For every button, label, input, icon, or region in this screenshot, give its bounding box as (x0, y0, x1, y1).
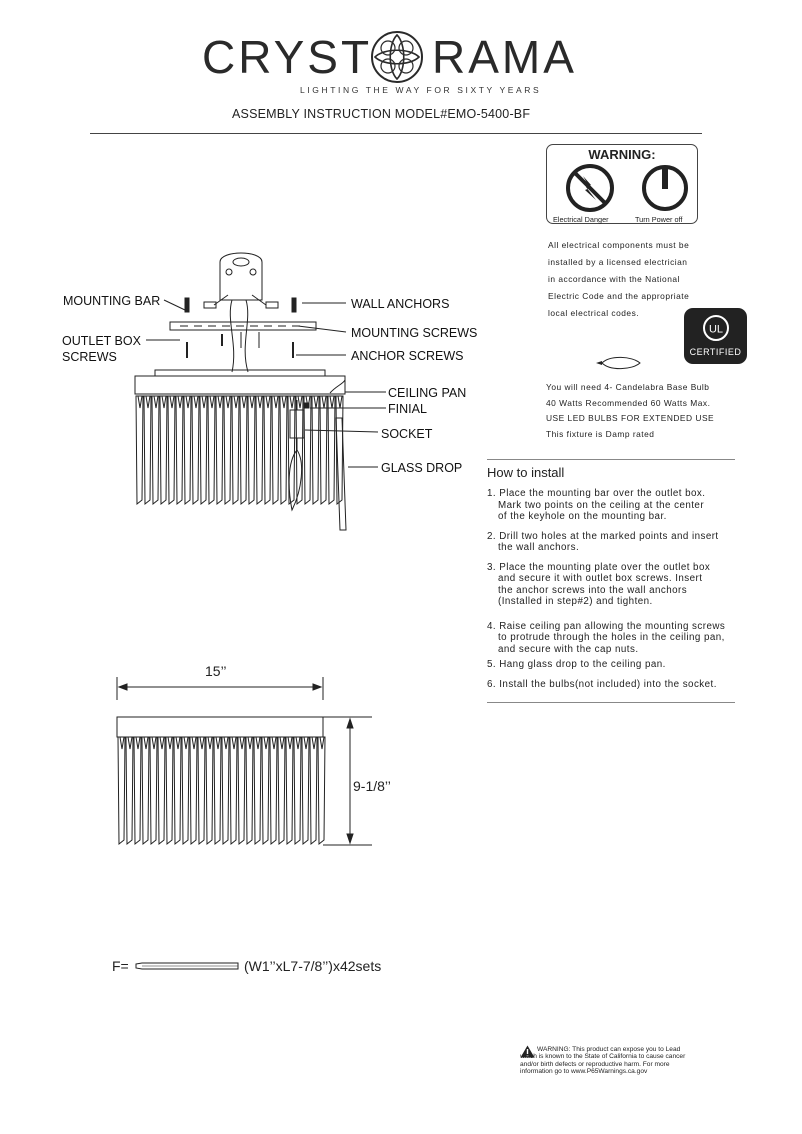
crystal-drop-facet (184, 737, 188, 749)
prop65-line: which is known to the State of California to cause cancer (520, 1053, 686, 1061)
crystal-drop (246, 737, 253, 844)
label-ceiling-pan: CEILING PAN (388, 386, 467, 400)
install-step-3 (487, 562, 725, 608)
crystal-drop-facet (266, 396, 270, 408)
crystal-drop-facet (194, 396, 198, 408)
dimension-width: 15’’ (205, 663, 227, 679)
bulb-info-line: USE LED BULBS FOR EXTENDED USE (546, 413, 715, 423)
label-mounting-screws: MOUNTING SCREWS (351, 326, 478, 340)
crystal-drop (150, 737, 157, 844)
electrical-danger-caption: Electrical Danger (553, 215, 609, 224)
crystal-drop-facet (202, 396, 206, 408)
crystal-drop (232, 396, 239, 504)
dimension-drawing (100, 660, 390, 860)
header-divider (90, 133, 702, 134)
crystal-drop (304, 396, 311, 504)
crystal-drop (192, 396, 199, 504)
crystal-drop (278, 737, 285, 844)
install-bottom-divider (487, 702, 735, 703)
step-line: 1. Place the mounting bar over the outlet box. (487, 488, 706, 499)
crystal-drop (328, 396, 335, 504)
crystal-drop (142, 737, 149, 844)
step-line: and secure it with outlet box screws. Insert (498, 573, 703, 584)
step-line: 5. Hang glass drop to the ceiling pan. (487, 659, 666, 670)
crystal-drop (310, 737, 317, 844)
step-line: 6. Install the bulbs(not included) into the socket. (487, 678, 717, 690)
crystal-drop-facet (200, 737, 204, 749)
step-line: 3. Place the mounting plate over the outlet box (487, 561, 711, 573)
brand-name-right: RAMA (432, 31, 577, 83)
crystal-drop-facet (176, 737, 180, 749)
install-step-4 (487, 621, 725, 656)
brand-tagline: LIGHTING THE WAY FOR SIXTY YEARS (300, 85, 542, 95)
label-outlet-box-screws-line-1: OUTLET BOX (62, 334, 141, 348)
crystal-drop-facet (160, 737, 164, 749)
label-finial: FINIAL (388, 402, 427, 416)
label-mounting-bar: MOUNTING BAR (63, 294, 161, 308)
crystal-drop (262, 737, 269, 844)
crystal-drop (248, 396, 255, 504)
crystal-drop-facet (240, 737, 244, 749)
install-step-6 (487, 679, 725, 691)
crystal-drop-facet (120, 737, 124, 749)
crystal-drop-facet (210, 396, 214, 408)
crystal-drop (158, 737, 165, 844)
brand-name-left: CRYST (202, 31, 373, 83)
crystal-drop-facet (226, 396, 230, 408)
warning-box (546, 144, 698, 224)
crystal-drop (182, 737, 189, 844)
crystal-drop (294, 737, 301, 844)
label-outlet-box-screws (62, 334, 141, 365)
crystal-drop-facet (232, 737, 236, 749)
ul-logo-icon (702, 314, 730, 342)
step-line: Mark two points on the ceiling at the center (498, 499, 705, 511)
label-glass-drop: GLASS DROP (381, 461, 463, 475)
crystal-drop-facet (186, 396, 190, 408)
ul-certified-badge (684, 308, 747, 364)
crystal-drop-facet (322, 396, 326, 408)
step-line: of the keyhole on the mounting bar. (498, 511, 667, 522)
brand-logo-icon (370, 30, 424, 84)
crystal-drop-facet (304, 737, 308, 749)
how-to-install-heading: How to install (487, 465, 565, 480)
crystal-drop (280, 396, 287, 504)
crystal-drop-facet (314, 396, 318, 408)
crystal-drop-facet (320, 737, 324, 749)
crystal-drop-facet (216, 737, 220, 749)
warning-text-line: All electrical components must be (548, 240, 690, 250)
warning-text-line: installed by a licensed electrician (548, 257, 688, 267)
crystal-drop-facet (152, 737, 156, 749)
crystal-drop-facet (272, 737, 276, 749)
crystal-drop (168, 396, 175, 504)
turn-power-off-icon (639, 163, 691, 213)
crystal-drop-facet (138, 396, 142, 408)
step-line: the wall anchors. (498, 542, 580, 553)
crystal-drop (176, 396, 183, 504)
electrical-danger-icon (563, 163, 617, 213)
install-step-5 (487, 659, 725, 671)
step-line: to protrude through the holes in the ceiling pan, (498, 632, 725, 643)
crystal-drop (256, 396, 263, 504)
crystal-drop (318, 737, 325, 844)
crystal-drop-facet (128, 737, 132, 749)
crystal-drop-facet (136, 737, 140, 749)
parts-spec: (W1’’xL7-7/8’’)x42sets (244, 958, 382, 974)
crystal-drop (200, 396, 207, 504)
crystal-drop-facet (282, 396, 286, 408)
label-anchor-screws: ANCHOR SCREWS (351, 349, 464, 363)
crystal-drop-facet (234, 396, 238, 408)
step-line: 4. Raise ceiling pan allowing the mounting screws (487, 620, 726, 632)
step-line: and secure with the cap nuts. (498, 643, 639, 655)
crystal-drop-facet (242, 396, 246, 408)
crystal-drop (240, 396, 247, 504)
parts-prefix: F= (112, 958, 129, 974)
crystal-drop (152, 396, 159, 504)
install-step-2 (487, 531, 725, 554)
crystal-drop-facet (264, 737, 268, 749)
crystal-drop (166, 737, 173, 844)
crystal-drop-facet (248, 737, 252, 749)
crystal-drop (190, 737, 197, 844)
candelabra-bulb-icon (592, 354, 644, 372)
crystal-drop (206, 737, 213, 844)
prop65-line: WARNING: This product can expose you to Lead (537, 1046, 681, 1053)
prop65-warning (520, 1046, 720, 1076)
crystal-drop (302, 737, 309, 844)
crystal-drop-facet (178, 396, 182, 408)
step-line: 2. Drill two holes at the marked points and insert (487, 530, 719, 542)
prop65-line: information go to www.P65Warnings.ca.gov (520, 1068, 648, 1076)
crystal-drop (160, 396, 167, 504)
document-title: ASSEMBLY INSTRUCTION MODEL#EMO-5400-BF (232, 107, 531, 121)
crystal-drop (230, 737, 237, 844)
crystal-drop (254, 737, 261, 844)
crystal-drop (214, 737, 221, 844)
crystal-drop-facet (154, 396, 158, 408)
crystal-drop-facet (296, 737, 300, 749)
crystal-drop (136, 396, 143, 504)
warning-text-line: in accordance with the National (548, 274, 680, 284)
crystal-drop-facet (146, 396, 150, 408)
crystal-drop (264, 396, 271, 504)
warning-text-line: local electrical codes. (548, 308, 640, 318)
glass-drop-part-icon (134, 960, 240, 972)
bulb-info-line: This fixture is Damp rated (546, 428, 655, 439)
crystal-drop (270, 737, 277, 844)
bulb-info-line: 40 Watts Recommended 60 Watts Max. (546, 397, 711, 408)
prop65-line: and/or birth defects or reproductive harm. For more (520, 1060, 670, 1068)
crystal-drop (224, 396, 231, 504)
crystal-drop-facet (218, 396, 222, 408)
step-line: (Installed in step#2) and tighten. (498, 596, 653, 607)
crystal-drop (184, 396, 191, 504)
crystal-drop (198, 737, 205, 844)
crystal-drop-facet (256, 737, 260, 749)
label-outlet-box-screws-line-2: SCREWS (62, 349, 117, 364)
crystal-drop (174, 737, 181, 844)
crystal-drop-facet (312, 737, 316, 749)
crystal-drop (126, 737, 133, 844)
crystal-drop-facet (170, 396, 174, 408)
turn-power-off-caption: Turn Power off (635, 215, 683, 224)
bulb-info-line: You will need 4- Candelabra Base Bulb (546, 382, 710, 392)
label-wall-anchors: WALL ANCHORS (351, 297, 450, 311)
label-socket: SOCKET (381, 427, 433, 441)
crystal-drop-facet (338, 396, 342, 408)
crystal-drop-facet (258, 396, 262, 408)
warning-text-line: Electric Code and the appropriate (548, 291, 690, 301)
crystal-drop-facet (250, 396, 254, 408)
install-step-1 (487, 488, 725, 523)
install-top-divider (487, 459, 735, 460)
crystal-drop-facet (290, 396, 294, 408)
crystal-drop-facet (274, 396, 278, 408)
crystal-drop-facet (224, 737, 228, 749)
crystal-drop-facet (280, 737, 284, 749)
crystal-drop (286, 737, 293, 844)
crystal-drop (208, 396, 215, 504)
crystal-drop-facet (144, 737, 148, 749)
ul-certified-label: CERTIFIED (689, 347, 742, 357)
dimension-height: 9-1/8’’ (353, 778, 391, 794)
crystal-drop-facet (168, 737, 172, 749)
step-line: the anchor screws into the wall anchors (498, 584, 688, 596)
crystal-drop (222, 737, 229, 844)
ul-mark: UL (708, 323, 724, 336)
crystal-drop (272, 396, 279, 504)
crystal-drop-facet (162, 396, 166, 408)
crystal-drop-facet (330, 396, 334, 408)
crystal-drop (144, 396, 151, 504)
warning-title: WARNING: (588, 147, 656, 162)
crystal-drop (118, 737, 125, 844)
bulb-info (546, 383, 714, 445)
install-steps (487, 488, 725, 698)
crystal-drop (320, 396, 327, 504)
crystal-drop (216, 396, 223, 504)
crystal-drop (238, 737, 245, 844)
warning-text (548, 241, 689, 326)
crystal-drop-facet (192, 737, 196, 749)
crystal-drop-facet (298, 396, 302, 408)
crystal-drop (134, 737, 141, 844)
crystal-drop (312, 396, 319, 504)
crystal-drop-facet (288, 737, 292, 749)
crystal-drop-facet (208, 737, 212, 749)
